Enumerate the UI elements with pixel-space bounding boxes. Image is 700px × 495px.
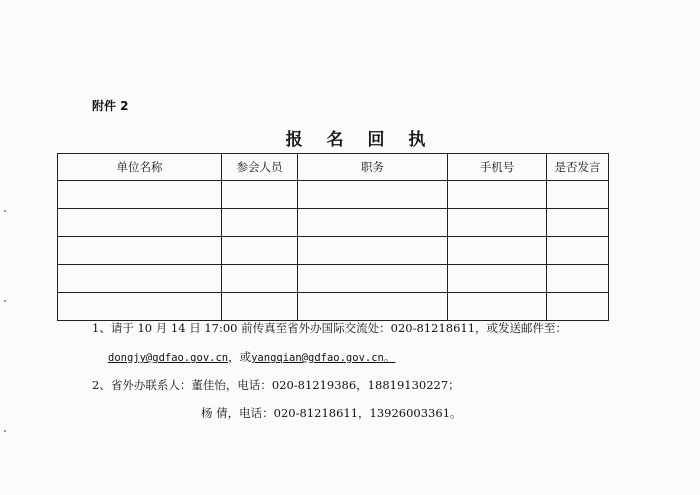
scan-mark — [4, 430, 6, 432]
cell-mobile[interactable] — [448, 293, 547, 321]
email-link-dongjy[interactable]: dongjy@gdfao.gov.cn — [108, 352, 229, 364]
cell-mobile[interactable] — [448, 209, 547, 237]
header-position: 职务 — [298, 154, 448, 181]
cell-position[interactable] — [298, 293, 448, 321]
email-link-yangqian[interactable]: yangqian@gdfao.gov.cn — [251, 352, 384, 364]
header-attendee: 参会人员 — [222, 154, 298, 181]
cell-attendee[interactable] — [222, 237, 298, 265]
cell-attendee[interactable] — [222, 181, 298, 209]
cell-mobile[interactable] — [448, 181, 547, 209]
header-unit-name: 单位名称 — [58, 154, 222, 181]
cell-position[interactable] — [298, 209, 448, 237]
cell-mobile[interactable] — [448, 265, 547, 293]
note-emails — [108, 349, 395, 365]
cell-speaking[interactable] — [547, 209, 609, 237]
header-speaking: 是否发言 — [547, 154, 609, 181]
note-deadline: 1、请于 10 月 14 日 17:00 前传真至省外办国际交流处：020-81218611，或发送邮件至： — [92, 321, 568, 335]
cell-attendee[interactable] — [222, 293, 298, 321]
table-row — [58, 265, 609, 293]
table-row — [58, 237, 609, 265]
scan-mark — [4, 210, 6, 212]
note-contact-2: 杨 倩，电话：020-81218611，13926003361。 — [201, 406, 462, 420]
cell-unit-name[interactable] — [58, 237, 222, 265]
scan-mark — [4, 300, 6, 302]
email-end-mark: 。 — [383, 350, 396, 364]
cell-attendee[interactable] — [222, 209, 298, 237]
cell-position[interactable] — [298, 237, 448, 265]
cell-unit-name[interactable] — [58, 181, 222, 209]
cell-attendee[interactable] — [222, 265, 298, 293]
header-mobile: 手机号 — [448, 154, 547, 181]
note-contact-1: 2、省外办联系人：董佳怡，电话：020-81219386，18819130227； — [92, 378, 460, 392]
cell-speaking[interactable] — [547, 265, 609, 293]
attachment-label: 附件 2 — [92, 99, 129, 113]
cell-position[interactable] — [298, 265, 448, 293]
cell-speaking[interactable] — [547, 181, 609, 209]
cell-mobile[interactable] — [448, 237, 547, 265]
cell-unit-name[interactable] — [58, 209, 222, 237]
cell-position[interactable] — [298, 181, 448, 209]
table-row — [58, 181, 609, 209]
header-row — [58, 154, 609, 181]
email-separator: ，或 — [228, 350, 252, 364]
cell-unit-name[interactable] — [58, 293, 222, 321]
table-row — [58, 293, 609, 321]
table-row — [58, 209, 609, 237]
cell-speaking[interactable] — [547, 237, 609, 265]
registration-table — [57, 153, 609, 321]
cell-unit-name[interactable] — [58, 265, 222, 293]
cell-speaking[interactable] — [547, 293, 609, 321]
form-title: 报 名 回 执 — [285, 130, 435, 150]
